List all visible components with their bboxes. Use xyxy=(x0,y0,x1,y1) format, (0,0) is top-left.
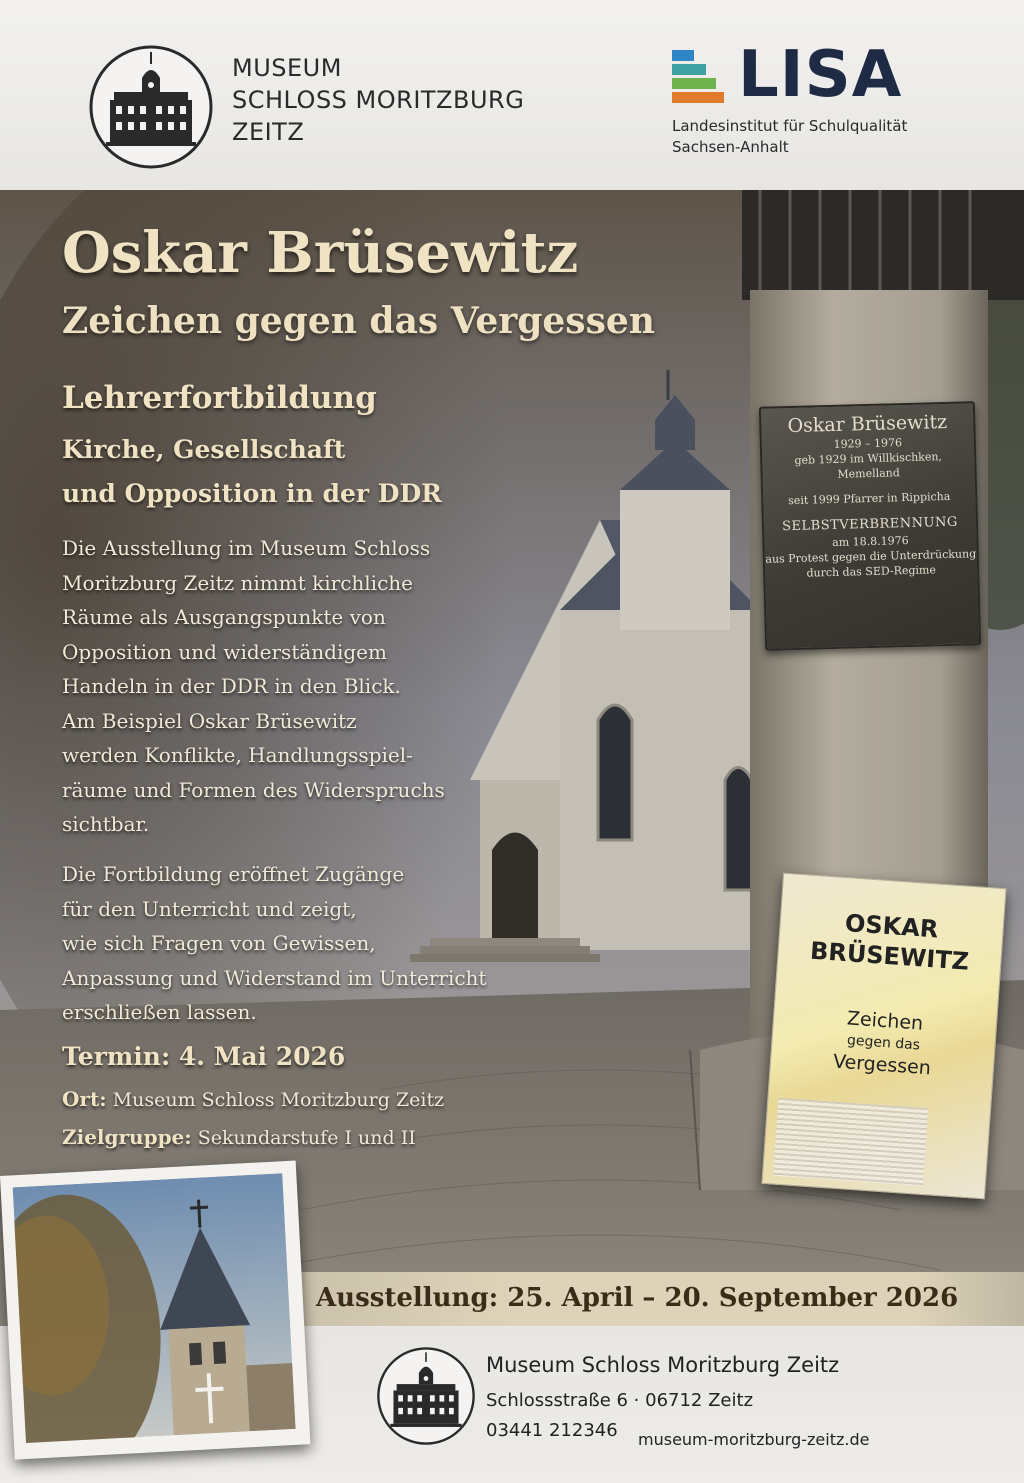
paragraph-line: sichtbar. xyxy=(62,812,150,836)
event-location xyxy=(62,1084,444,1115)
church-polaroid-photo xyxy=(0,1161,310,1460)
museum-name-line-1: MUSEUM xyxy=(232,54,342,82)
location-value: Museum Schloss Moritzburg Zeitz xyxy=(112,1089,445,1111)
book-subtitle-vergessen: Vergessen xyxy=(832,1050,932,1080)
museum-castle-logo-icon xyxy=(88,44,214,170)
paragraph-line: für den Unterricht und zeigt, xyxy=(62,896,357,921)
section-title: Lehrerfortbildung xyxy=(62,380,377,416)
audience-label: Zielgruppe: xyxy=(62,1125,192,1149)
plaque-line: 1929 – 1976 xyxy=(833,436,903,451)
museum-name-line-2: SCHLOSS MORITZBURG xyxy=(232,86,525,114)
museum-name xyxy=(232,52,524,148)
section-subtitle-line-1: Kirche, Gesellschaft xyxy=(62,435,346,464)
paragraph-line: Opposition und widerständigem xyxy=(62,639,387,664)
plaque-line: aus Protest gegen die Unterdrückung xyxy=(765,547,977,566)
lisa-logo-bars-icon xyxy=(672,50,724,106)
plaque-line: seit 1999 Pfarrer in Rippicha xyxy=(788,489,951,508)
paragraph-line: Räume als Ausgangspunkte von xyxy=(62,605,386,629)
footer-castle-logo-icon xyxy=(376,1346,476,1446)
book-title-line-1: OSKAR xyxy=(844,909,940,944)
lisa-subtitle-line-1: Landesinstitut für Schulqualität xyxy=(672,117,908,135)
paragraph-line: Die Fortbildung eröffnet Zugänge xyxy=(62,862,405,886)
audience-value: Sekundarstufe I und II xyxy=(197,1127,416,1149)
footer-museum-name: Museum Schloss Moritzburg Zeitz xyxy=(486,1353,840,1377)
book-title-line-2: BRÜSEWITZ xyxy=(809,936,970,976)
lisa-logo-text: LISA xyxy=(738,38,903,112)
section-subtitle-line-2: und Opposition in der DDR xyxy=(62,479,442,508)
book-subtitle xyxy=(770,1001,996,1084)
book-cover xyxy=(761,873,1006,1200)
plaque-strong-line: SELBSTVERBRENNUNG xyxy=(781,514,958,535)
main-subtitle: Zeichen gegen das Vergessen xyxy=(62,300,655,342)
plaque-line: Memelland xyxy=(837,466,901,481)
description-paragraph-2 xyxy=(62,857,486,1030)
location-label: Ort: xyxy=(62,1087,107,1111)
event-audience xyxy=(62,1122,416,1153)
exhibition-dates: Ausstellung: 25. April – 20. September 2026 xyxy=(316,1283,959,1313)
plaque-line: am 18.8.1976 xyxy=(832,533,909,549)
paragraph-line: räume und Formen des Widerspruchs xyxy=(62,777,445,802)
footer-phone: 03441 212346 xyxy=(486,1420,618,1441)
paragraph-line: Anpassung und Widerstand im Unterricht xyxy=(62,965,487,990)
paragraph-line: Die Ausstellung im Museum Schloss xyxy=(62,536,431,560)
paragraph-line: Am Beispiel Oskar Brüsewitz xyxy=(62,708,357,733)
description-paragraph-1 xyxy=(62,531,445,842)
museum-name-line-3: ZEITZ xyxy=(232,118,305,146)
book-title xyxy=(778,904,1004,979)
paragraph-line: Handeln in der DDR in den Blick. xyxy=(62,674,401,698)
church-tower-photo xyxy=(13,1173,296,1443)
main-title: Oskar Brüsewitz xyxy=(62,220,579,286)
paragraph-line: erschließen lassen. xyxy=(62,1000,257,1024)
section-subtitle xyxy=(62,428,442,516)
footer-website: museum-moritzburg-zeitz.de xyxy=(638,1430,870,1449)
memorial-plaque xyxy=(759,401,981,651)
footer-address: Schlossstraße 6 · 06712 Zeitz xyxy=(486,1390,754,1411)
plaque-line: durch das SED-Regime xyxy=(806,563,937,580)
paragraph-line: Moritzburg Zeitz nimmt kirchliche xyxy=(62,570,413,595)
plaque-title: Oskar Brüsewitz xyxy=(787,410,948,438)
book-subtitle-gegen: gegen das xyxy=(846,1032,921,1054)
lisa-subtitle xyxy=(672,116,907,158)
plaque-line: geb 1929 im Willkischken, xyxy=(794,450,943,467)
book-subtitle-zeichen: Zeichen xyxy=(846,1007,924,1035)
lisa-subtitle-line-2: Sachsen-Anhalt xyxy=(672,138,789,156)
newspaper-clipping xyxy=(773,1098,928,1186)
event-date: Termin: 4. Mai 2026 xyxy=(62,1042,346,1071)
paragraph-line: wie sich Fragen von Gewissen, xyxy=(62,931,376,955)
paragraph-line: werden Konflikte, Handlungsspiel- xyxy=(62,743,413,767)
